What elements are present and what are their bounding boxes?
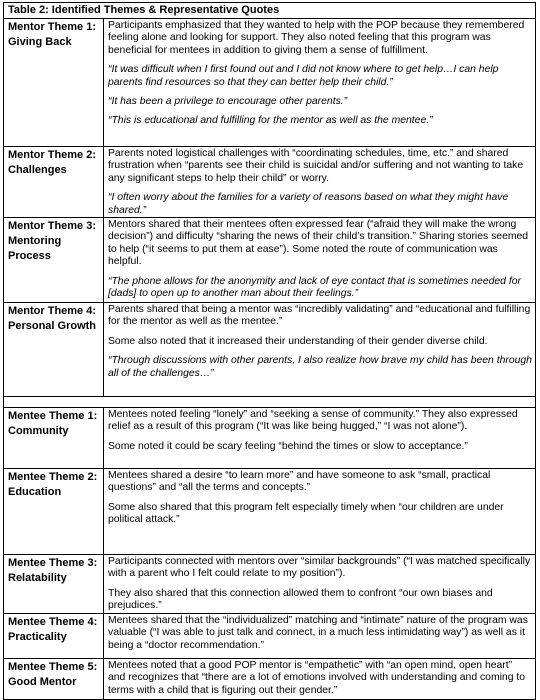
- themes-table: [3, 2, 536, 700]
- table-row-mentor-theme-1: [4, 19, 535, 147]
- table-row-mentor-theme-2: [4, 147, 535, 218]
- description-cell: [104, 614, 535, 658]
- theme-label: Mentee Theme 3:: [8, 557, 98, 569]
- theme-cell: [4, 659, 104, 699]
- theme-cell: [4, 408, 104, 468]
- theme-label: Mentee Theme 5:: [8, 661, 98, 673]
- theme-cell: [4, 555, 104, 613]
- theme-cell: [4, 469, 104, 554]
- theme-label: Mentee Theme 1:: [8, 410, 98, 422]
- theme-cell: [4, 614, 104, 658]
- representative-quote: “It has been a privilege to encourage other parents.”: [108, 96, 348, 108]
- theme-name: Giving Back: [8, 36, 72, 48]
- table-row-mentee-theme-4: [4, 614, 535, 659]
- description-paragraph: Participants connected with mentors over “similar backgrounds” (“I was matched specifically with a parent who I felt could relate to my position”).: [108, 556, 531, 580]
- theme-name: Personal Growth: [8, 320, 97, 332]
- description-paragraph: Participants emphasized that they wanted to help with the POP because they remembered feeling alone and looking for support. They also noted feeling that this program was beneficial for mentees in addition to giving them a sense of fulfillment.: [108, 20, 525, 56]
- table-divider-row: [4, 397, 535, 408]
- table-row-mentee-theme-3: [4, 555, 535, 614]
- description-paragraph: Mentees noted feeling “lonely” and “seeking a sense of community.” They also expressed relief as a result of this program (“It was like being hugged,” “I was not alone”).: [108, 409, 518, 433]
- description-paragraph: Mentees noted that a good POP mentor is “empathetic” with “an open mind, open heart” and recognizes that “there are a lot of emotions involved with understanding and coming to terms with a child that is figuring out their gender.”: [108, 660, 526, 696]
- description-cell: [104, 555, 535, 613]
- theme-label: Mentee Theme 2:: [8, 471, 98, 483]
- theme-name: Good Mentor: [8, 676, 77, 688]
- representative-quote: “I often worry about the families for a variety of reasons based on what they might have shared.”: [108, 192, 509, 216]
- description-paragraph: Some also noted that it increased their understanding of their gender diverse child.: [108, 335, 488, 347]
- theme-name: Mentoring Process: [8, 235, 62, 262]
- representative-quote: “The phone allows for the anonymity and lack of eye contact that is sometimes needed for [dads] to open up to another man about their feelings.”: [108, 275, 521, 300]
- description-cell: [104, 469, 535, 554]
- theme-name: Relatability: [8, 572, 67, 584]
- theme-cell: [4, 303, 104, 396]
- description-cell: [104, 408, 535, 468]
- description-paragraph: Some noted it could be scary feeling “behind the times or slow to acceptance.”: [108, 440, 468, 452]
- theme-label: Mentor Theme 2:: [8, 149, 97, 161]
- theme-cell: [4, 19, 104, 146]
- description-cell: [104, 19, 535, 146]
- theme-label: Mentee Theme 4:: [8, 616, 98, 628]
- theme-label: Mentor Theme 3:: [8, 220, 97, 232]
- representative-quote: “Through discussions with other parents, I also realize how brave my child has been through all of the challenges…”: [108, 355, 532, 379]
- description-paragraph: Mentees shared a desire “to learn more” and have someone to ask “small, practical questions” and “all the terms and concepts.”: [108, 470, 491, 494]
- theme-name: Challenges: [8, 164, 67, 176]
- table-row-mentor-theme-3: [4, 218, 535, 303]
- theme-label: Mentor Theme 1:: [8, 21, 97, 33]
- description-cell: [104, 147, 535, 217]
- description-cell: [104, 659, 535, 699]
- description-cell: [104, 218, 535, 302]
- table-row-mentee-theme-5: [4, 659, 535, 699]
- description-cell: [104, 303, 535, 396]
- description-paragraph: Some also shared that this program felt especially timely when “our children are under political attack.”: [108, 501, 504, 526]
- description-paragraph: Mentors shared that their mentees often expressed fear (“afraid they will make the wrong decision”) and difficulty “sharing the news of their child’s transition.” Sharing stories seemed to help (“it seems to put them at ease”). Some noted the route of communication was helpful.: [108, 219, 529, 268]
- description-paragraph: They also shared that this connection allowed them to confront “our own biases and prejudices.”: [108, 587, 493, 612]
- representative-quote: “It was difficult when I first found out and I did not know where to get help…I can help parents find resources so that they can better help their child.”: [108, 64, 499, 88]
- table-caption: Table 2: Identified Themes & Representative Quotes: [4, 3, 535, 19]
- description-paragraph: Parents shared that being a mentor was “incredibly validating” and “educational and fulfilling for the mentor as well as the mentee.”: [108, 304, 531, 328]
- theme-cell: [4, 147, 104, 217]
- theme-cell: [4, 218, 104, 302]
- representative-quote: “This is educational and fulfilling for the mentor as well as the mentee.”: [108, 115, 433, 127]
- theme-name: Community: [8, 425, 69, 437]
- description-paragraph: Mentees shared that the “individualized” matching and “intimate” nature of the program was valuable (“I was able to just talk and connect, in a much less intimidating way”) as well as it being a “doctor recommendation.”: [108, 615, 528, 651]
- table-row-mentee-theme-1: [4, 408, 535, 469]
- theme-name: Practicality: [8, 631, 67, 643]
- table-row-mentor-theme-4: [4, 303, 535, 397]
- table-row-mentee-theme-2: [4, 469, 535, 555]
- theme-name: Education: [8, 486, 62, 498]
- theme-label: Mentor Theme 4:: [8, 305, 97, 317]
- description-paragraph: Parents noted logistical challenges with “coordinating schedules, time, etc.” and shared frustration when “parents see their child is suicidal and/or suffering and not wanting to take any significant steps to help their child” or worry.: [108, 148, 524, 184]
